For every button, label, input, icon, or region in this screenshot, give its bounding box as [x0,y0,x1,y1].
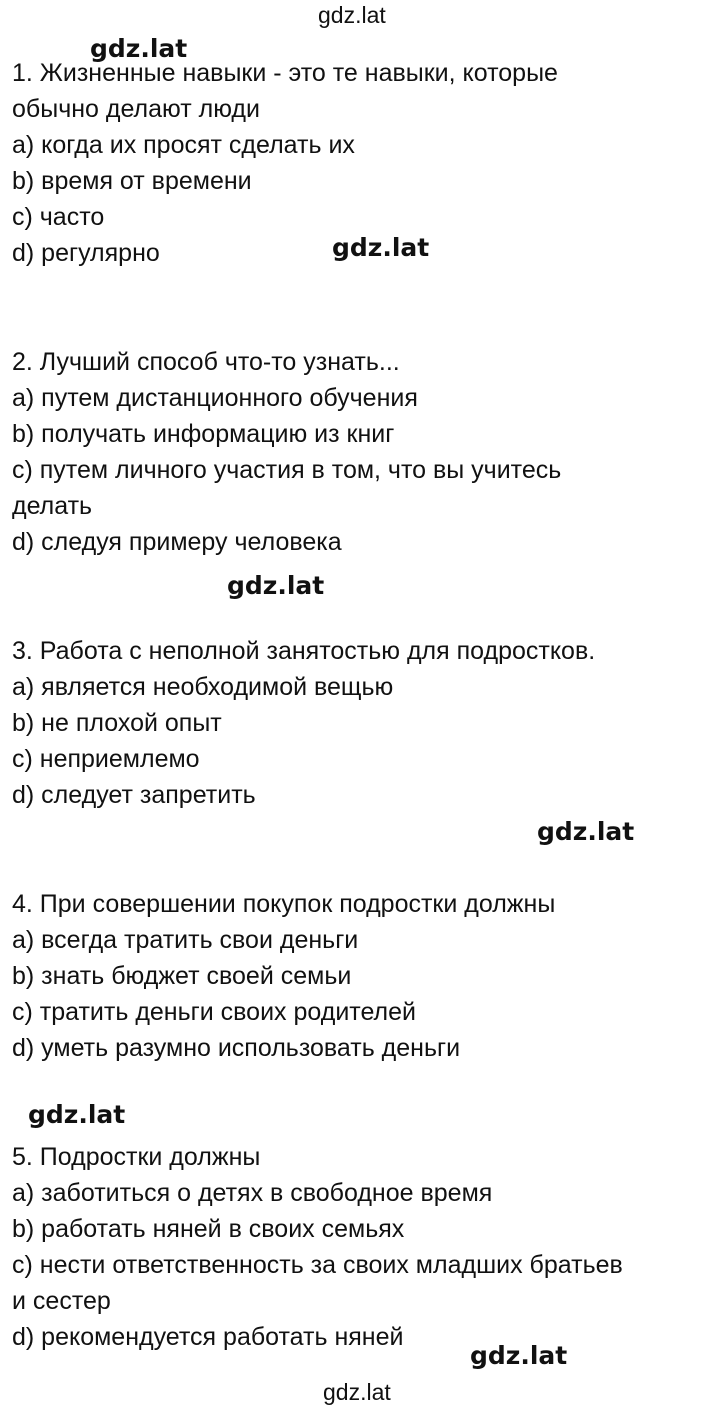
answer-option-b: b) знать бюджет своей семьи [12,962,352,990]
answer-option-a: a) заботиться о детях в свободное время [12,1179,493,1207]
question-block-2 [12,344,710,560]
watermark: gdz.lat [470,1341,568,1370]
answer-option-d: d) уметь разумно использовать деньги [12,1034,461,1062]
answer-option-c: c) путем личного участия в том, что вы учитесь [12,456,562,484]
answer-option-d: d) следует запретить [12,781,256,809]
question-text-line: 3. Работа с неполной занятостью для подростков. [12,637,596,665]
answer-option-b: b) работать няней в своих семьях [12,1215,405,1243]
answer-option-c-continued: делать [12,492,93,520]
question-text-line: 2. Лучший способ что-то узнать... [12,348,400,376]
answer-option-d: d) регулярно [12,239,160,267]
answer-option-c: c) часто [12,203,105,231]
answer-option-c: c) нести ответственность за своих младших братьев [12,1251,623,1279]
answer-option-c: c) тратить деньги своих родителей [12,998,416,1026]
answer-option-a: a) путем дистанционного обучения [12,384,418,412]
watermark-top: gdz.lat [318,2,386,28]
answer-option-a: a) является необходимой вещью [12,673,394,701]
answer-option-a: a) когда их просят сделать их [12,131,355,159]
question-block-4 [12,886,710,1066]
answer-option-c: c) неприемлемо [12,745,200,773]
watermark: gdz.lat [332,233,430,262]
question-text-line: обычно делают люди [12,95,260,123]
answer-option-b: b) получать информацию из книг [12,420,395,448]
watermark: gdz.lat [90,34,188,63]
question-block-3 [12,633,710,813]
answer-option-b: b) не плохой опыт [12,709,222,737]
question-text-line: 1. Жизненные навыки - это те навыки, которые [12,59,558,87]
answer-option-c-continued: и сестер [12,1287,111,1315]
watermark: gdz.lat [537,817,635,846]
answer-option-d: d) рекомендуется работать няней [12,1323,404,1351]
answer-option-a: a) всегда тратить свои деньги [12,926,359,954]
question-block-5 [12,1139,710,1355]
question-block-1 [12,55,710,271]
watermark-bottom: gdz.lat [323,1379,391,1405]
answer-option-d: d) следуя примеру человека [12,528,342,556]
watermark: gdz.lat [227,571,325,600]
question-text-line: 5. Подростки должны [12,1143,261,1171]
watermark: gdz.lat [28,1100,126,1129]
answer-option-b: b) время от времени [12,167,252,195]
question-text-line: 4. При совершении покупок подростки должны [12,890,556,918]
